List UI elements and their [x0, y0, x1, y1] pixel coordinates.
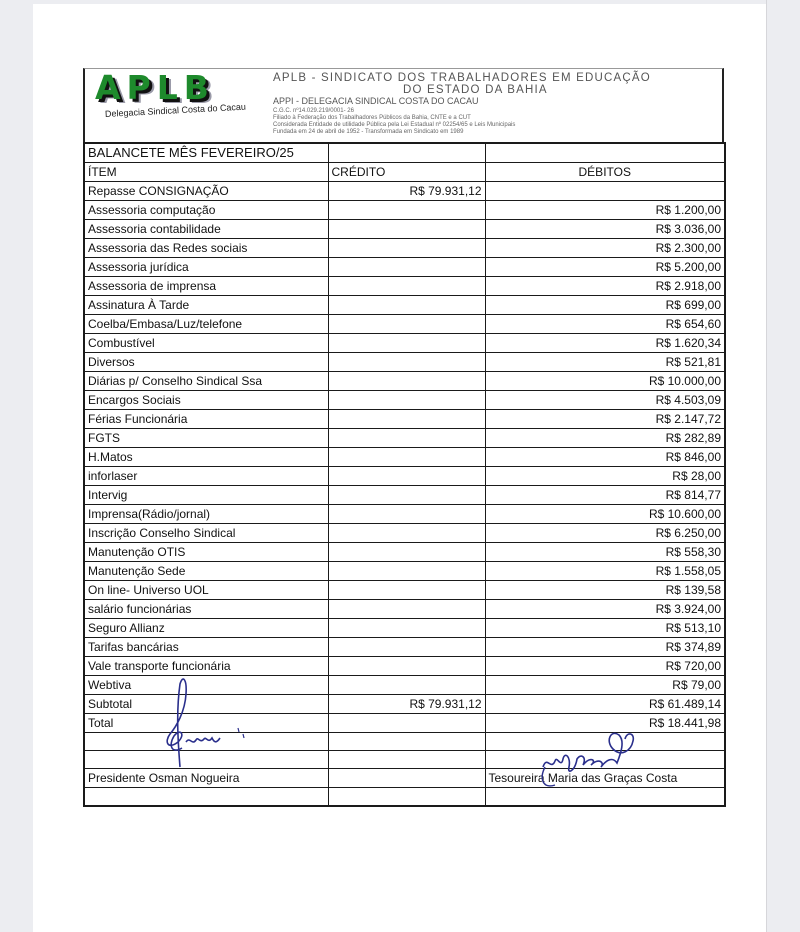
- row-item: Inscrição Conselho Sindical: [84, 524, 328, 543]
- public-utility-text: Considerada Entidade de utilidade Pública pela Lei Estadual nº 02254/65 e Leis Municipais: [273, 122, 516, 128]
- row-credit: [328, 505, 485, 524]
- signature-row: [84, 769, 725, 788]
- row-debit: R$ 1.620,34: [485, 334, 725, 353]
- row-item: Seguro Allianz: [84, 619, 328, 638]
- column-header-debit: DÉBITOS: [485, 163, 725, 182]
- row-item: Repasse CONSIGNAÇÃO: [84, 182, 328, 201]
- row-debit: R$ 521,81: [485, 353, 725, 372]
- row-item: On line- Universo UOL: [84, 581, 328, 600]
- title-row: [84, 143, 725, 163]
- row-debit: R$ 720,00: [485, 657, 725, 676]
- row-item: Encargos Sociais: [84, 391, 328, 410]
- subtotal-label: Subtotal: [84, 695, 328, 714]
- empty-cell: [328, 751, 485, 769]
- empty-cell: [328, 769, 485, 788]
- row-item: Manutenção Sede: [84, 562, 328, 581]
- subtotal-credit: R$ 79.931,12: [328, 695, 485, 714]
- table-row: [84, 277, 725, 296]
- row-credit: [328, 486, 485, 505]
- row-debit: R$ 2.300,00: [485, 239, 725, 258]
- row-credit: [328, 353, 485, 372]
- row-debit: R$ 79,00: [485, 676, 725, 695]
- row-credit: [328, 600, 485, 619]
- logo-subtitle: Delegacia Sindical Costa do Cacau: [104, 101, 247, 119]
- row-credit: [328, 429, 485, 448]
- row-item: Intervig: [84, 486, 328, 505]
- row-item: Diversos: [84, 353, 328, 372]
- row-credit: [328, 315, 485, 334]
- union-title-line2: DO ESTADO DA BAHIA: [403, 84, 548, 96]
- table-row: [84, 543, 725, 562]
- president-signature-label: Presidente Osman Nogueira: [84, 769, 328, 788]
- row-item: Férias Funcionária: [84, 410, 328, 429]
- table-row: [84, 676, 725, 695]
- row-item: inforlaser: [84, 467, 328, 486]
- row-debit: R$ 814,77: [485, 486, 725, 505]
- founded-text: Fundada em 24 de abril de 1952 - Transformada em Sindicato em 1989: [273, 129, 464, 135]
- row-item: Assinatura À Tarde: [84, 296, 328, 315]
- row-debit: R$ 6.250,00: [485, 524, 725, 543]
- row-item: Assessoria das Redes sociais: [84, 239, 328, 258]
- row-credit: [328, 296, 485, 315]
- letterhead: [83, 68, 724, 142]
- row-debit: R$ 1.200,00: [485, 201, 725, 220]
- row-debit: R$ 4.503,09: [485, 391, 725, 410]
- page-edge: [766, 0, 767, 932]
- balance-sheet-table: [83, 142, 726, 807]
- row-credit: [328, 220, 485, 239]
- row-item: Webtiva: [84, 676, 328, 695]
- row-item: salário funcionárias: [84, 600, 328, 619]
- row-debit: R$ 3.924,00: [485, 600, 725, 619]
- table-row: [84, 391, 725, 410]
- table-row: [84, 410, 725, 429]
- total-debit: R$ 18.441,98: [485, 714, 725, 733]
- row-debit: R$ 846,00: [485, 448, 725, 467]
- row-debit: R$ 139,58: [485, 581, 725, 600]
- subtotal-debit: R$ 61.489,14: [485, 695, 725, 714]
- row-item: Tarifas bancárias: [84, 638, 328, 657]
- row-credit: [328, 334, 485, 353]
- row-debit: R$ 282,89: [485, 429, 725, 448]
- table-row: [84, 505, 725, 524]
- delegation-subtitle: APPI - DELEGACIA SINDICAL COSTA DO CACAU: [273, 96, 479, 106]
- row-debit: R$ 374,89: [485, 638, 725, 657]
- table-row: [84, 638, 725, 657]
- row-item: Combustível: [84, 334, 328, 353]
- row-debit: R$ 2.147,72: [485, 410, 725, 429]
- subtotal-row: [84, 695, 725, 714]
- total-row: [84, 714, 725, 733]
- row-credit: [328, 543, 485, 562]
- table-row: [84, 334, 725, 353]
- table-row: [84, 448, 725, 467]
- empty-cell: [328, 143, 485, 163]
- row-credit: [328, 638, 485, 657]
- row-item: Manutenção OTIS: [84, 543, 328, 562]
- empty-cell: [485, 788, 725, 806]
- row-item: FGTS: [84, 429, 328, 448]
- row-debit: R$ 3.036,00: [485, 220, 725, 239]
- row-credit: [328, 201, 485, 220]
- row-credit: [328, 448, 485, 467]
- header-row: [84, 163, 725, 182]
- row-credit: [328, 391, 485, 410]
- row-debit: R$ 2.918,00: [485, 277, 725, 296]
- row-debit: R$ 10.000,00: [485, 372, 725, 391]
- blank-row: [84, 751, 725, 769]
- row-credit: [328, 239, 485, 258]
- row-item: Assessoria de imprensa: [84, 277, 328, 296]
- row-item: H.Matos: [84, 448, 328, 467]
- logo-text: APLB: [95, 68, 215, 107]
- table-row: [84, 201, 725, 220]
- table-row: [84, 296, 725, 315]
- table-row: [84, 600, 725, 619]
- column-header-credit: CRÉDITO: [328, 163, 485, 182]
- cgc-number: C.G.C. nº14.029.219/0001- 26: [273, 108, 354, 114]
- row-credit: [328, 562, 485, 581]
- treasurer-signature-label: Tesoureira Maria das Graças Costa: [485, 769, 725, 788]
- total-credit: [328, 714, 485, 733]
- table-row: [84, 562, 725, 581]
- sheet-title: BALANCETE MÊS FEVEREIRO/25: [84, 143, 328, 163]
- empty-cell: [485, 143, 725, 163]
- table-row: [84, 429, 725, 448]
- row-item: Diárias p/ Conselho Sindical Ssa: [84, 372, 328, 391]
- row-debit: R$ 28,00: [485, 467, 725, 486]
- row-credit: [328, 619, 485, 638]
- union-title-line1: APLB - SINDICATO DOS TRABALHADORES EM EDUCAÇÃO: [273, 72, 651, 84]
- table-row: [84, 315, 725, 334]
- table-row: [84, 239, 725, 258]
- empty-cell: [485, 733, 725, 751]
- table-row: [84, 619, 725, 638]
- row-item: Coelba/Embasa/Luz/telefone: [84, 315, 328, 334]
- row-item: Assessoria jurídica: [84, 258, 328, 277]
- empty-cell: [84, 788, 328, 806]
- row-item: Assessoria computação: [84, 201, 328, 220]
- row-credit: [328, 372, 485, 391]
- row-debit: R$ 513,10: [485, 619, 725, 638]
- row-debit: R$ 558,30: [485, 543, 725, 562]
- row-debit: R$ 5.200,00: [485, 258, 725, 277]
- table-row: [84, 657, 725, 676]
- column-header-item: ÍTEM: [84, 163, 328, 182]
- blank-row: [84, 788, 725, 806]
- blank-row: [84, 733, 725, 751]
- row-item: Imprensa(Rádio/jornal): [84, 505, 328, 524]
- row-credit: [328, 258, 485, 277]
- empty-cell: [328, 788, 485, 806]
- table-row: [84, 581, 725, 600]
- table-row: [84, 258, 725, 277]
- table-row: [84, 182, 725, 201]
- table-row: [84, 220, 725, 239]
- row-credit: R$ 79.931,12: [328, 182, 485, 201]
- row-credit: [328, 657, 485, 676]
- row-debit: R$ 10.600,00: [485, 505, 725, 524]
- row-credit: [328, 410, 485, 429]
- row-credit: [328, 277, 485, 296]
- row-credit: [328, 581, 485, 600]
- empty-cell: [84, 751, 328, 769]
- empty-cell: [84, 733, 328, 751]
- table-row: [84, 524, 725, 543]
- empty-cell: [485, 751, 725, 769]
- affiliation-text: Filiado à Federação dos Trabalhadores Públicos da Bahia, CNTE e a CUT: [273, 115, 471, 121]
- row-debit: R$ 699,00: [485, 296, 725, 315]
- table-row: [84, 353, 725, 372]
- row-item: Vale transporte funcionária: [84, 657, 328, 676]
- table-row: [84, 372, 725, 391]
- row-credit: [328, 524, 485, 543]
- row-debit: R$ 1.558,05: [485, 562, 725, 581]
- empty-cell: [328, 733, 485, 751]
- table-row: [84, 486, 725, 505]
- aplb-logo: [95, 68, 265, 107]
- row-debit: [485, 182, 725, 201]
- row-credit: [328, 467, 485, 486]
- total-label: Total: [84, 714, 328, 733]
- row-credit: [328, 676, 485, 695]
- row-item: Assessoria contabilidade: [84, 220, 328, 239]
- table-row: [84, 467, 725, 486]
- row-debit: R$ 654,60: [485, 315, 725, 334]
